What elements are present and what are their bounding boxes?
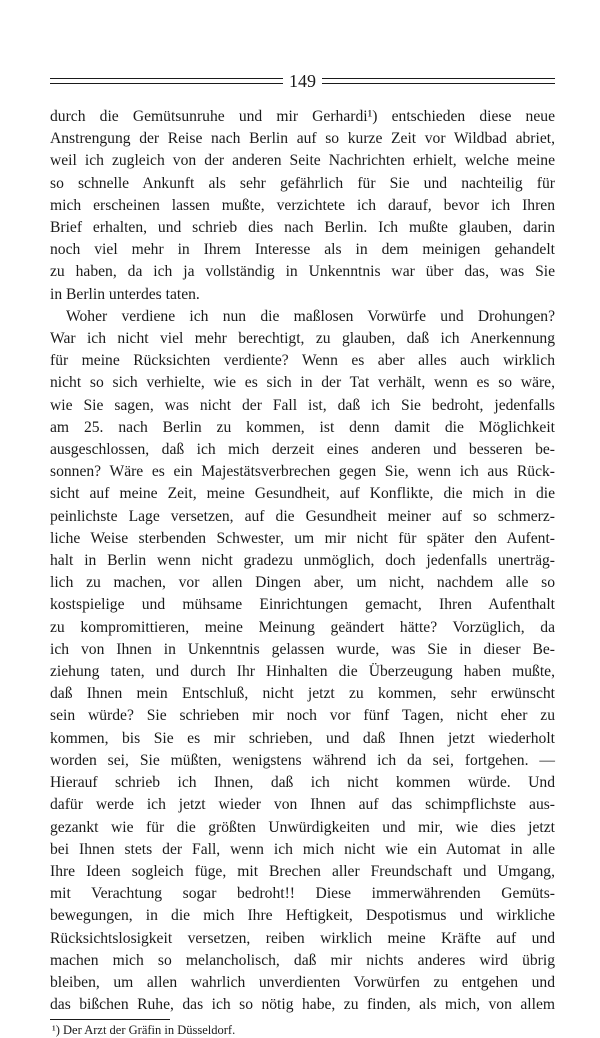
text-line: War ich nicht viel mehr berechtigt, zu glauben, daß ich Anerkennung <box>50 330 555 348</box>
text-line: nicht so sich verhielte, wie es sich in der Tat verhält, wenn es so wäre, <box>50 374 555 392</box>
text-line: bewegungen, in die mich Ihre Heftigkeit, Despotismus und wirkliche <box>50 907 555 925</box>
text-line: Brief erhalten, und schrieb dies nach Berlin. Ich mußte glauben, darin <box>50 219 555 237</box>
text-line: durch die Gemütsunruhe und mir Gerhardi¹) entschieden diese neue <box>50 108 555 125</box>
text-line: mit Verachtung sogar bedroht!! Diese immerwährenden Gemüts- <box>50 885 555 903</box>
text-line: kommen, bis Sie es mir schrieben, und daß Ihnen jetzt wiederholt <box>50 729 555 747</box>
text-line: für meine Rücksichten verdiente? Wenn es aber alles auch wirklich <box>50 352 555 370</box>
text-line: am 25. nach Berlin zu kommen, ist denn damit die Möglichkeit <box>50 418 555 436</box>
text-line: noch viel mehr in Ihrem Interesse als in dem meinigen gehandelt <box>50 241 555 259</box>
header-rule-left <box>50 78 283 84</box>
text-line: worden sei, Sie müßten, wenigstens während ich da sei, fortgehen. — <box>50 751 555 769</box>
text-line: dafür werde ich jetzt wieder von Ihnen auf das schimpflichste aus- <box>50 796 555 814</box>
text-line: zu haben, da ich ja vollständig in Unkenntnis war über das, was Sie <box>50 263 555 281</box>
text-line: machen mich so melancholisch, daß mir nichts anderes wird übrig <box>50 951 555 969</box>
text-line: sonnen? Wäre es ein Majestätsverbrechen gegen Sie, wenn ich aus Rück- <box>50 463 555 481</box>
text-line: liche Weise sterbenden Schwester, um mir nicht für später den Aufent- <box>50 529 555 547</box>
text-line: so schnelle Ankunft als sehr gefährlich für Sie und nachteilig für <box>50 174 555 192</box>
footnote: ¹) Der Arzt der Gräfin in Düsseldorf. <box>52 1023 236 1038</box>
text-line: kostspielige und mühsame Einrichtungen gemacht, Ihren Aufenthalt <box>50 596 555 614</box>
text-line: peinlichste Lage versetzen, auf die Gesundheit meiner auf so schmerz- <box>50 507 555 525</box>
text-line: sicht auf meine Zeit, meine Gesundheit, auf Konflikte, die mich in die <box>50 485 555 503</box>
body-text <box>50 106 555 1016</box>
text-line: Woher verdiene ich nun die maßlosen Vorwürfe und Drohungen? <box>66 307 555 325</box>
text-line: sein würde? Sie schrieben mir noch vor fünf Tagen, nicht eher zu <box>50 707 555 725</box>
text-line: ausgeschlossen, daß ich mich derzeit eines anderen und besseren be- <box>50 441 555 459</box>
text-line: wie Sie sagen, was nicht der Fall ist, daß ich Sie bedroht, jedenfalls <box>50 396 555 414</box>
text-line: Hierauf schrieb ich Ihnen, daß ich nicht kommen würde. Und <box>50 774 555 792</box>
text-line: ich von Ihnen in Unkenntnis gelassen wurde, was Sie in dieser Be- <box>50 640 555 658</box>
text-line: in Berlin unterdes taten. <box>50 285 200 303</box>
document-page <box>50 68 555 1038</box>
text-line: bleiben, um allen wahrlich unverdienten Vorwürfen zu entgehen und <box>50 973 555 991</box>
text-line: zu kompromittieren, meine Meinung geändert hätte? Vorzüglich, da <box>50 618 555 636</box>
footnote-rule <box>50 1019 170 1020</box>
text-line: weil ich zugleich von der anderen Seite Nachrichten erhielt, welche meine <box>50 152 555 170</box>
text-line: halt in Berlin wenn nicht gradezu unmöglich, doch jedenfalls unerträg- <box>50 552 555 570</box>
text-line: Ihre Ideen sogleich füge, mit Brechen aller Freundschaft und Umgang, <box>50 862 555 880</box>
text-line: mich erscheinen lassen mußte, verzichtete ich darauf, bevor ich Ihren <box>50 196 555 214</box>
text-line: Rücksichtslosigkeit versetzen, reiben wirklich meine Kräfte auf und <box>50 929 555 947</box>
text-line: Anstrengung der Reise nach Berlin auf so kurze Zeit vor Wildbad abriet, <box>50 130 555 148</box>
text-line: daß Ihnen mein Entschluß, nicht jetzt zu kommen, sehr erwünscht <box>50 685 555 703</box>
text-line: ziehung taten, und durch Ihr Hinhalten die Überzeugung haben mußte, <box>50 663 555 681</box>
page-header <box>50 68 555 94</box>
text-line: das bißchen Ruhe, das ich so nötig habe, zu finden, als mich, von allem <box>50 996 555 1014</box>
text-line: gezankt wie für die größten Unwürdigkeiten und mir, wie dies jetzt <box>50 818 555 836</box>
header-rule-right <box>322 78 555 84</box>
text-line: lich zu machen, vor allen Dingen aber, um nicht, nachdem alle so <box>50 574 555 592</box>
text-line: bei Ihnen stets der Fall, wenn ich mich nicht wie ein Automat in alle <box>50 840 555 858</box>
page-number: 149 <box>289 71 316 91</box>
